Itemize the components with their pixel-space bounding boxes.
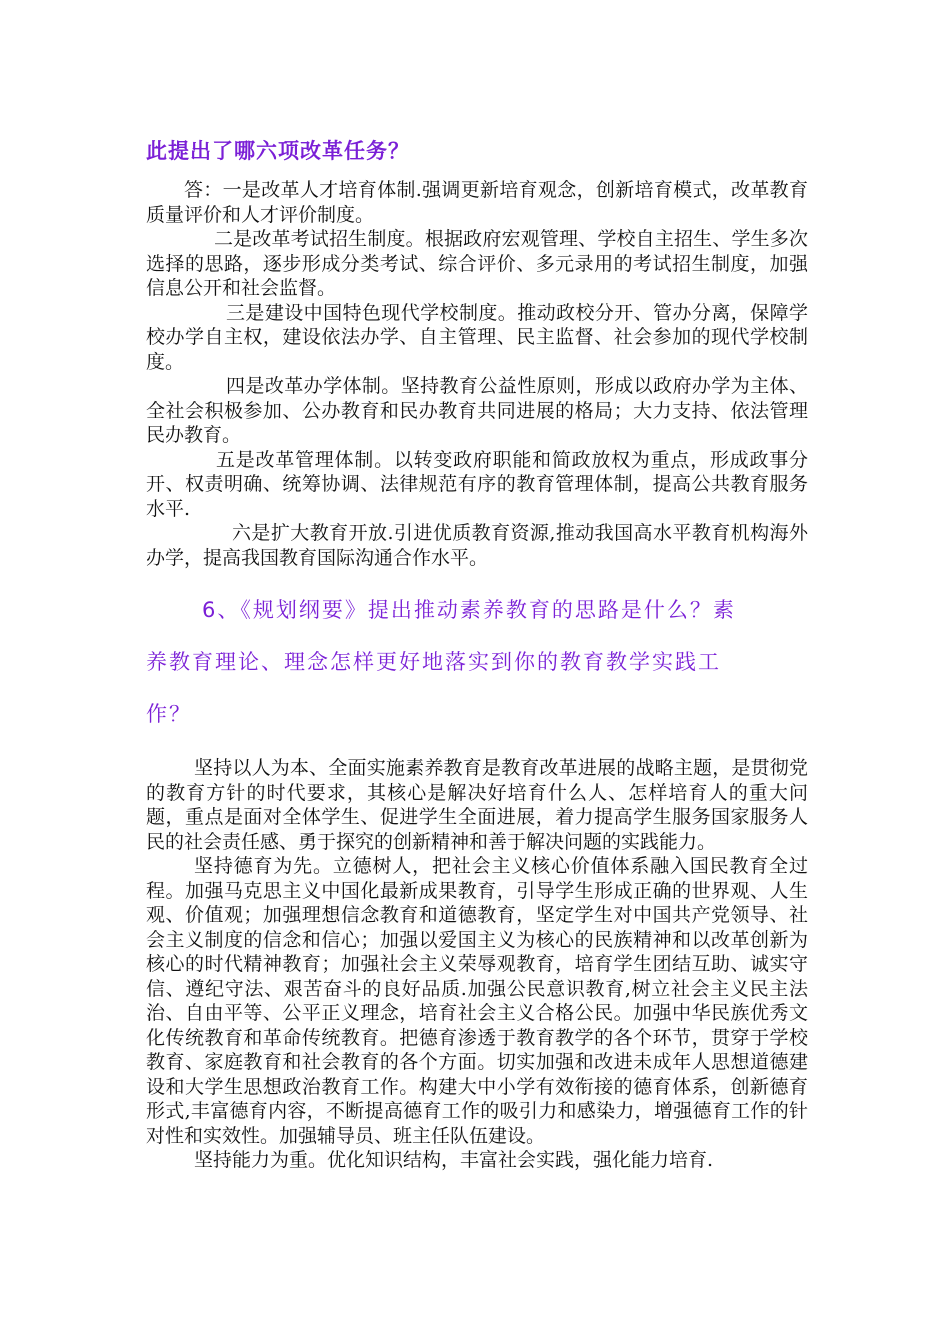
body-paragraph-1: 坚持以人为本、全面实施素养教育是教育改革进展的战略主题，是贯彻党的教育方针的时代要求，其核心是解决好培育什么人、怎样培育人的重大问题，重点是面对全体学生、促进学生全面进展，着力提高学生服务国家服务人民的社会责任感、勇于探究的创新精神和善于解决问题的实践能力。	[146, 757, 808, 853]
question-6-heading	[146, 584, 808, 740]
answer-paragraph-2: 二是改革考试招生制度。根据政府宏观管理、学校自主招生、学生多次选择的思路，逐步形成分类考试、综合评价、多元录用的考试招生制度，加强信息公开和社会监督。	[146, 228, 808, 299]
body-paragraph-3: 坚持能力为重。优化知识结构，丰富社会实践，强化能力培育.	[194, 1149, 714, 1171]
question-6-heading-line-2: 养教育理论、理念怎样更好地落实到你的教育教学实践工	[146, 650, 721, 674]
answer-paragraph-6: 六是扩大教育开放.引进优质教育资源,推动我国高水平教育机构海外办学，提高我国教育国际沟通合作水平。	[146, 522, 808, 569]
answer-paragraph-4: 四是改革办学体制。坚持教育公益性原则，形成以政府办学为主体、全社会积极参加、公办教育和民办教育共同进展的格局；大力支持、依法管理民办教育。	[146, 375, 808, 446]
question-6-heading-line-1: 6、《规划纲要》提出推动素养教育的思路是什么？素	[202, 598, 736, 622]
question-6-heading-line-3: 作？	[146, 702, 192, 726]
answer-paragraph-5: 五是改革管理体制。以转变政府职能和简政放权为重点，形成政事分开、权责明确、统筹协调、法律规范有序的教育管理体制，提高公共教育服务水平.	[146, 448, 808, 520]
section-heading-reform-tasks: 此提出了哪六项改革任务？	[146, 139, 410, 163]
document-content	[146, 128, 808, 1173]
answer-paragraph-3: 三是建设中国特色现代学校制度。推动政校分开、管办分离，保障学校办学自主权，建设依法办学、自主管理、民主监督、社会参加的现代学校制度。	[146, 301, 808, 373]
answer-paragraph-1: 答：一是改革人才培育体制.强调更新培育观念，创新培育模式，改革教育质量评价和人才评价制度。	[146, 179, 808, 226]
body-paragraph-2: 坚持德育为先。立德树人，把社会主义核心价值体系融入国民教育全过程。加强马克思主义中国化最新成果教育，引导学生形成正确的世界观、人生观、价值观；加强理想信念教育和道德教育，坚定学生对中国共产党领导、社会主义制度的信念和信心；加强以爱国主义为核心的民族精神和以改革创新为核心的时代精神教育；加强社会主义荣辱观教育，培育学生团结互助、诚实守信、遵纪守法、艰苦奋斗的良好品质.加强公民意识教育,树立社会主义民主法治、自由平等、公平正义理念，培育社会主义合格公民。加强中华民族优秀文化传统教育和革命传统教育。把德育渗透于教育教学的各个环节，贯穿于学校教育、家庭教育和社会教育的各个方面。切实加强和改进未成年人思想道德建设和大学生思想政治教育工作。构建大中小学有效衔接的德育体系，创新德育形式,丰富德育内容，不断提高德育工作的吸引力和感染力，增强德育工作的针对性和实效性。加强辅导员、班主任队伍建设。	[146, 855, 808, 1147]
